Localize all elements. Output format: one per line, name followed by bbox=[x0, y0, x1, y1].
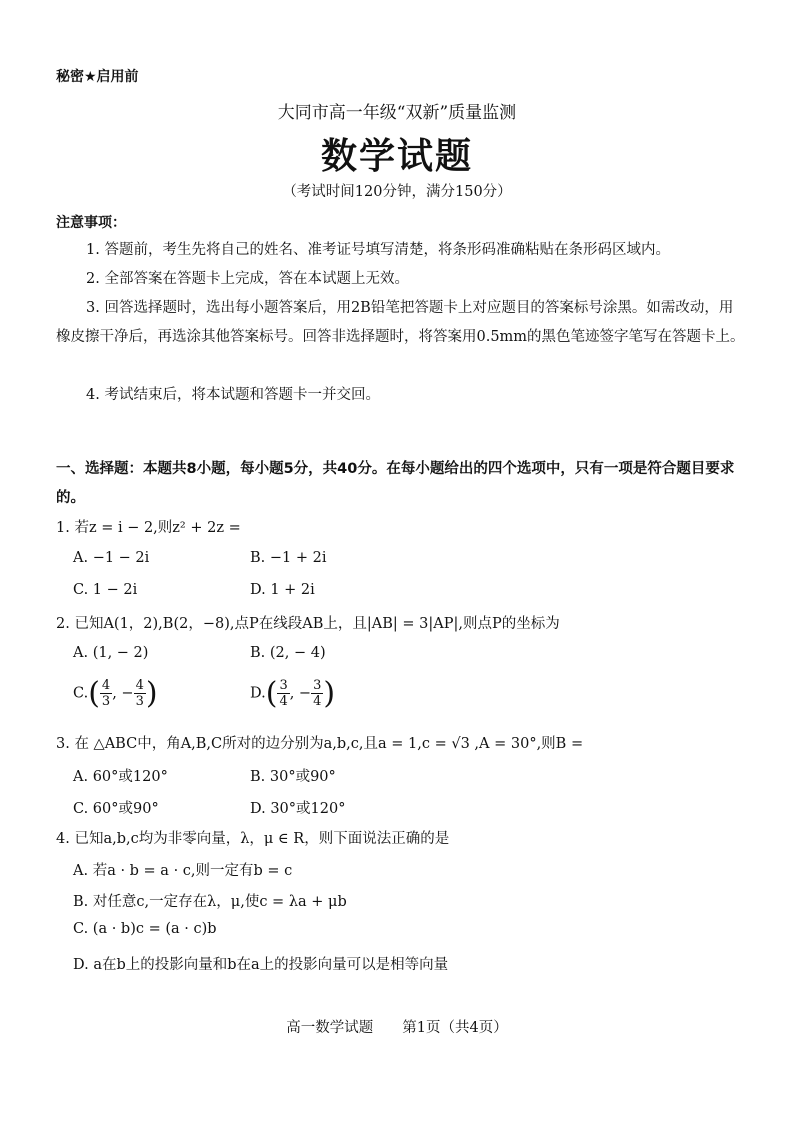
right-paren: ) bbox=[145, 676, 158, 711]
fraction-denominator: 3 bbox=[135, 694, 144, 709]
question-2-option-c bbox=[73, 676, 158, 711]
notice-item-3: 3. 回答选择题时，选出每小题答案后，用2B铅笔把答题卡上对应题目的答案标号涂黑。如需改动，用橡皮擦干净后，再选涂其他答案标号。回答非选择题时，将答案用0.5mm的黑色笔迹签字笔写在答题卡上。 bbox=[56, 300, 745, 345]
fraction bbox=[277, 678, 289, 709]
page-footer: 高一数学试题 第1页（共4页） bbox=[286, 1020, 508, 1036]
question-1-option-a: A. −1 − 2i bbox=[73, 550, 150, 566]
separator: , − bbox=[112, 685, 134, 702]
question-1-option-c: C. 1 − 2i bbox=[73, 582, 138, 598]
confidential-label: 秘密★启用前 bbox=[56, 69, 139, 85]
notice-item-2: 2. 全部答案在答题卡上完成，答在本试题上无效。 bbox=[86, 271, 409, 287]
question-3-option-c: C. 60°或90° bbox=[73, 801, 159, 817]
question-1-stem: 1. 若z = i − 2,则z² + 2z = bbox=[56, 520, 241, 536]
fraction-numerator: 3 bbox=[279, 678, 288, 693]
fraction-numerator: 4 bbox=[135, 678, 144, 693]
question-4-option-b: B. 对任意c,一定存在λ，μ,使c = λa + μb bbox=[73, 894, 347, 910]
question-3-option-b: B. 30°或90° bbox=[250, 769, 336, 785]
question-4-option-d: D. a在b上的投影向量和b在a上的投影向量可以是相等向量 bbox=[73, 957, 449, 973]
fraction-denominator: 4 bbox=[313, 694, 322, 709]
question-2-option-b: B. (2, − 4) bbox=[250, 645, 326, 661]
right-paren: ) bbox=[323, 676, 336, 711]
question-3-option-d: D. 30°或120° bbox=[250, 801, 346, 817]
question-3-stem: 3. 在 △ABC中，角A,B,C所对的边分别为a,b,c,且a = 1,c = √3 ,A = 30°,则B = bbox=[56, 736, 584, 752]
fraction-denominator: 3 bbox=[101, 694, 111, 709]
left-paren: ( bbox=[265, 676, 278, 711]
separator: , − bbox=[289, 685, 312, 702]
question-4-stem: 4. 已知a,b,c均为非零向量，λ，μ ∈ R，则下面说法正确的是 bbox=[56, 831, 450, 847]
notice-heading: 注意事项： bbox=[56, 215, 126, 231]
question-1-option-b: B. −1 + 2i bbox=[250, 550, 327, 566]
question-3-option-a: A. 60°或120° bbox=[73, 769, 168, 785]
fraction bbox=[311, 678, 323, 709]
option-c-prefix: C. bbox=[73, 685, 89, 702]
question-2-option-d bbox=[250, 676, 335, 711]
question-4-option-a: A. 若a · b = a · c,则一定有b = c bbox=[73, 863, 293, 879]
fraction-numerator: 3 bbox=[313, 678, 322, 693]
exam-title: 数学试题 bbox=[320, 135, 473, 177]
question-4-option-c: C. (a · b)c = (a · c)b bbox=[73, 921, 217, 937]
option-d-prefix: D. bbox=[250, 685, 266, 702]
fraction bbox=[134, 678, 146, 709]
notice-item-4: 4. 考试结束后，将本试题和答题卡一并交回。 bbox=[86, 387, 380, 403]
fraction-denominator: 4 bbox=[279, 694, 288, 709]
notice-item-1: 1. 答题前，考生先将自己的姓名、准考证号填写清楚，将条形码准确粘贴在条形码区域内。 bbox=[86, 242, 670, 258]
exam-time-info: （考试时间120分钟，满分150分） bbox=[282, 184, 512, 200]
exam-subtitle: 大同市高一年级“双新”质量监测 bbox=[277, 103, 517, 123]
question-2-option-a: A. (1, − 2) bbox=[73, 645, 149, 661]
fraction-numerator: 4 bbox=[101, 678, 111, 693]
fraction bbox=[100, 678, 112, 709]
left-paren: ( bbox=[88, 676, 100, 711]
question-1-option-d: D. 1 + 2i bbox=[250, 582, 315, 598]
section-1-heading: 一、选择题：本题共8小题，每小题5分，共40分。在每小题给出的四个选项中，只有一项是符合题目要求的。 bbox=[56, 461, 735, 506]
question-2-stem: 2. 已知A(1，2),B(2，−8),点P在线段AB上，且|AB| = 3|AP|,则点P的坐标为 bbox=[56, 616, 560, 632]
